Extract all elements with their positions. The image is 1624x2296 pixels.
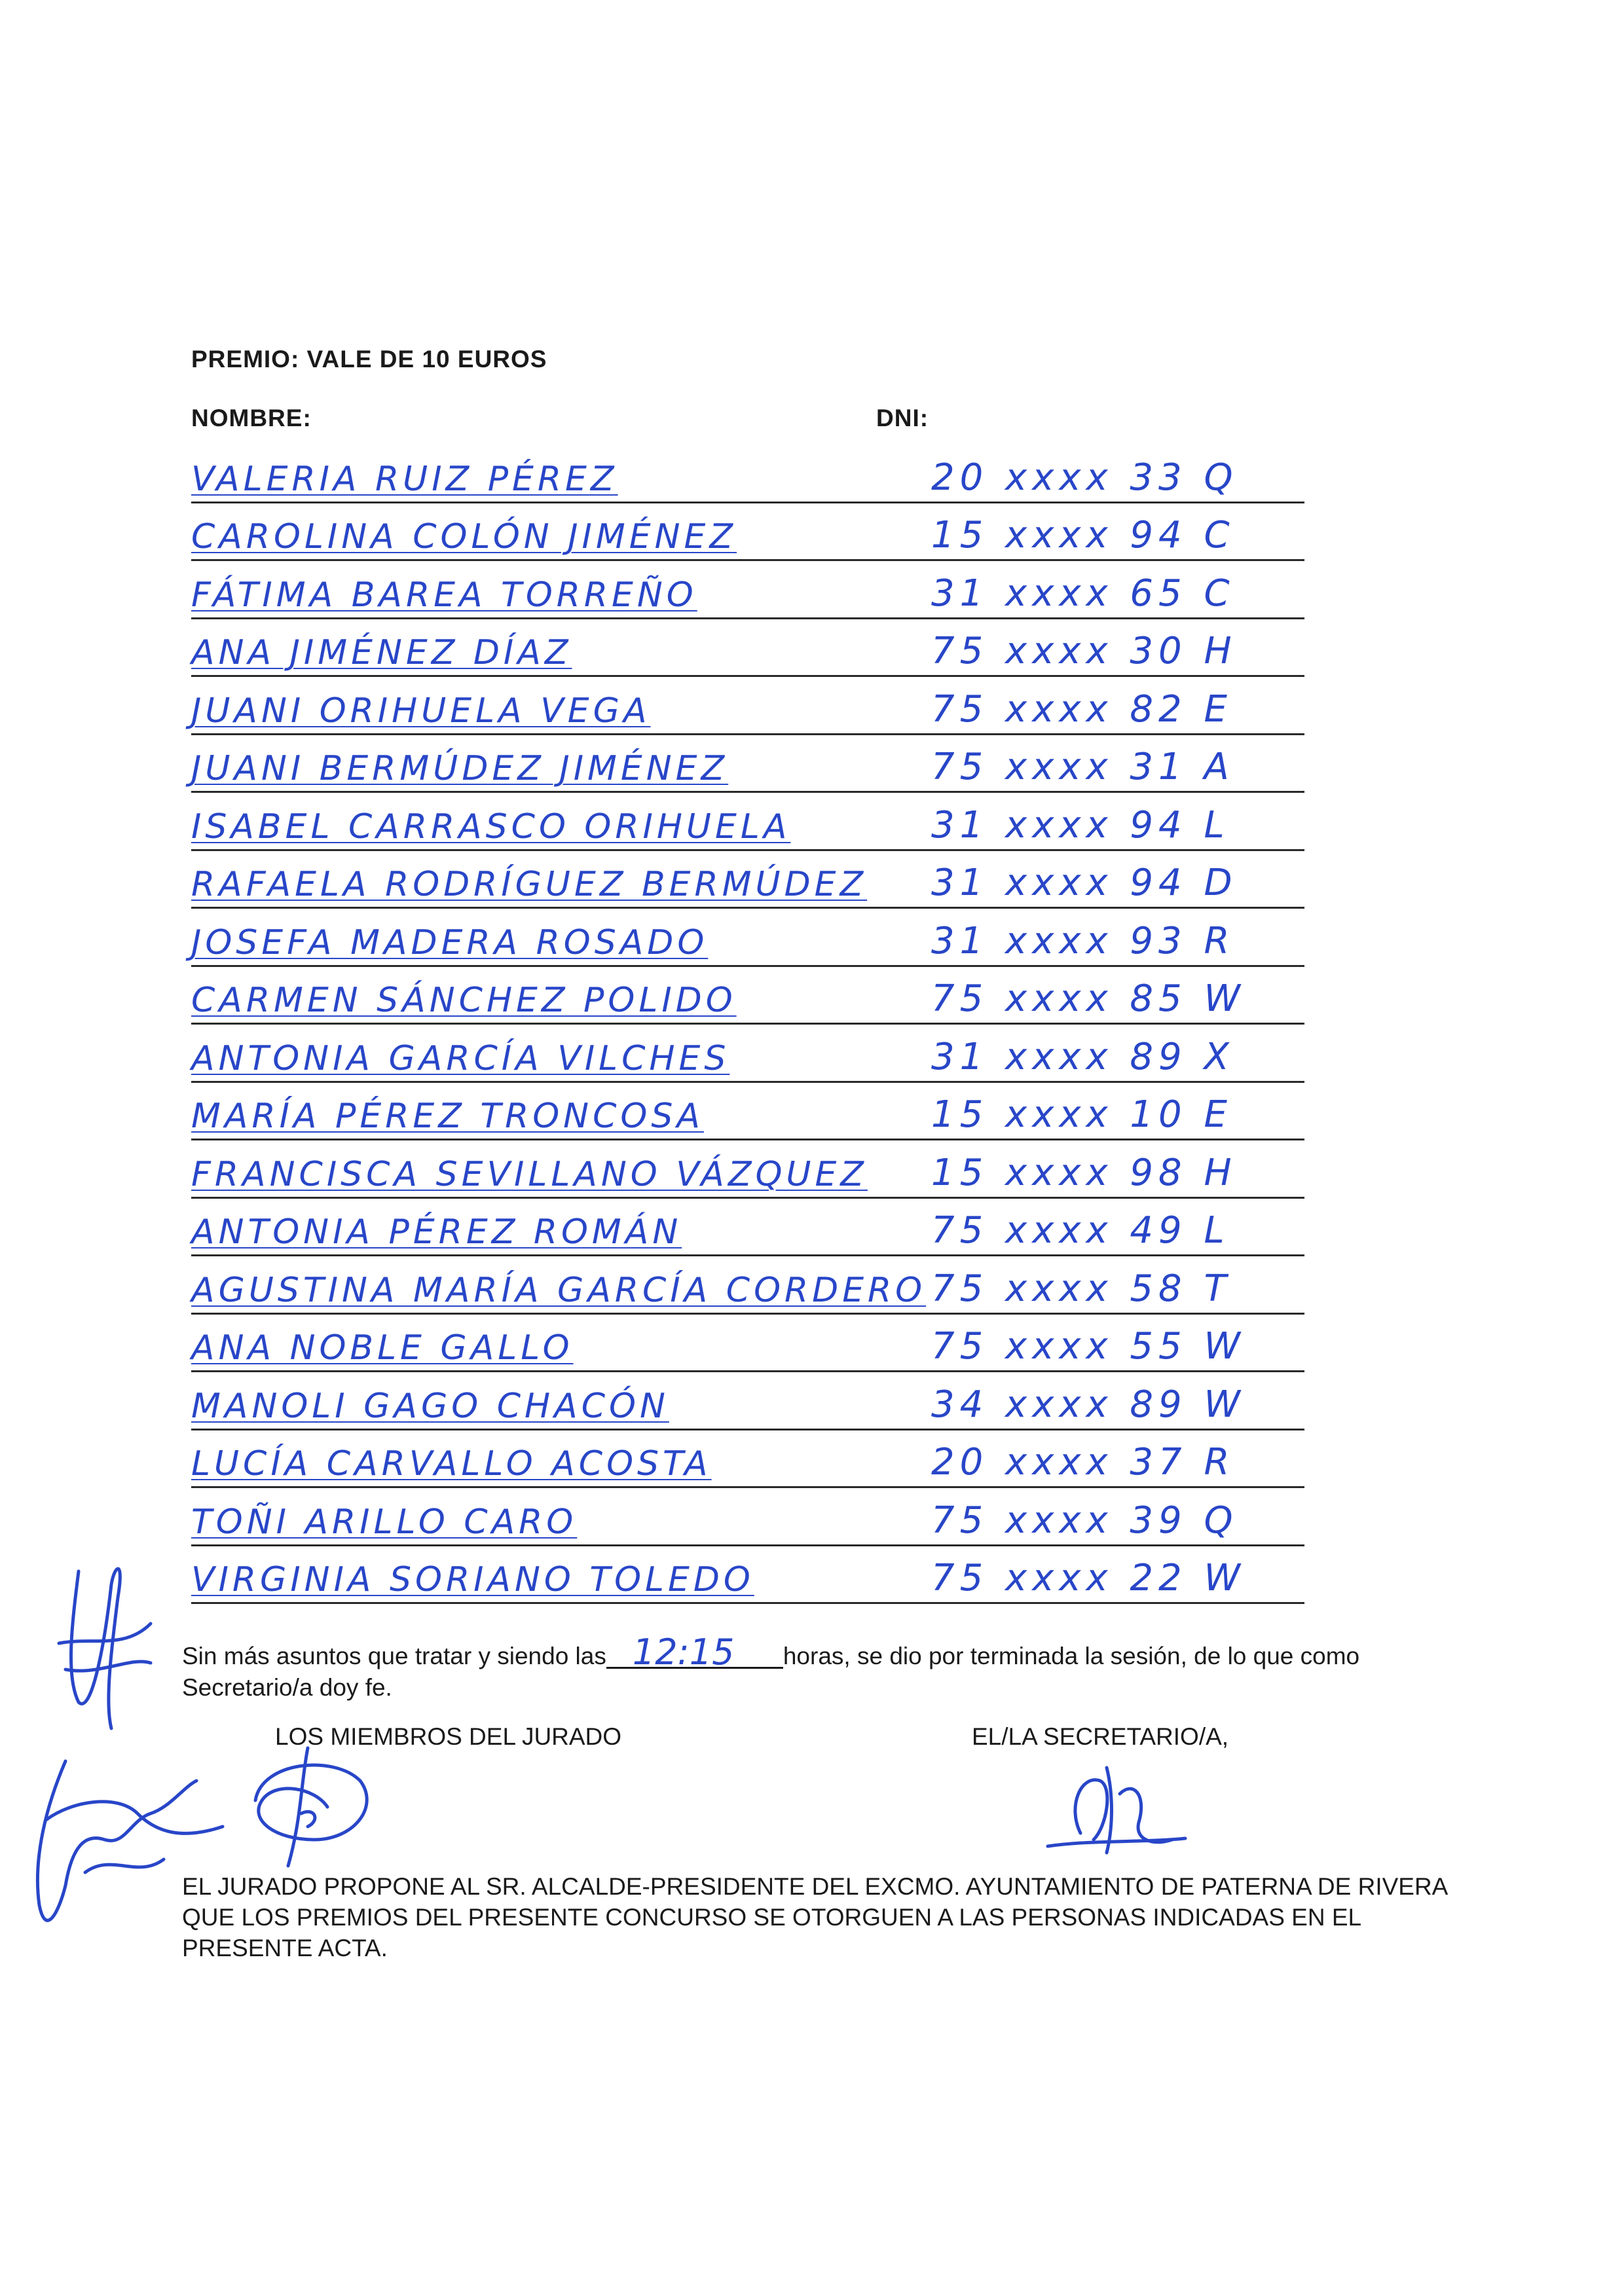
list-item xyxy=(191,1430,1304,1489)
entry-dni: 20 xxxx 37 R xyxy=(931,1441,1235,1484)
list-item xyxy=(191,1140,1304,1199)
entry-name: ANTONIA PÉREZ ROMÁN xyxy=(191,1212,682,1252)
list-item xyxy=(191,793,1304,851)
entry-dni: 31 xxxx 89 X xyxy=(931,1035,1234,1078)
closing-text-start: Sin más asuntos que tratar y siendo las xyxy=(182,1643,606,1669)
entry-dni: 31 xxxx 93 R xyxy=(931,919,1235,962)
closing-time: 12:15 xyxy=(606,1638,783,1669)
closing-statement xyxy=(182,1631,1466,1704)
entry-name: MARÍA PÉREZ TRONCOSA xyxy=(191,1097,704,1136)
jury-label: LOS MIEMBROS DEL JURADO xyxy=(275,1723,622,1750)
entry-dni: 75 xxxx 58 T xyxy=(931,1267,1232,1310)
entry-dni: 75 xxxx 55 W xyxy=(931,1325,1246,1368)
entry-name: VIRGINIA SORIANO TOLEDO xyxy=(191,1560,754,1599)
dni-column-header: DNI: xyxy=(876,405,929,431)
entry-name: ANA NOBLE GALLO xyxy=(191,1328,574,1368)
entry-dni: 15 xxxx 94 C xyxy=(931,514,1235,556)
jury-signature-1 xyxy=(52,1545,157,1741)
prize-title: PREMIO: VALE DE 10 EUROS xyxy=(191,346,547,373)
list-item xyxy=(191,1372,1304,1430)
list-item xyxy=(191,503,1304,562)
entry-name: TOÑI ARILLO CARO xyxy=(191,1502,578,1542)
list-item xyxy=(191,909,1304,967)
entry-dni: 15 xxxx 98 H xyxy=(931,1151,1237,1194)
entry-name: ANTONIA GARCÍA VILCHES xyxy=(191,1038,730,1078)
list-item xyxy=(191,1546,1304,1605)
entry-dni: 20 xxxx 33 Q xyxy=(931,456,1238,499)
list-item xyxy=(191,1315,1304,1373)
entry-name: ANA JIMÉNEZ DÍAZ xyxy=(191,633,572,672)
entry-dni: 75 xxxx 82 E xyxy=(931,687,1232,731)
entry-name: LUCÍA CARVALLO ACOSTA xyxy=(191,1444,712,1484)
name-column-header: NOMBRE: xyxy=(191,405,312,431)
entry-dni: 34 xxxx 89 W xyxy=(931,1383,1246,1426)
list-item xyxy=(191,1488,1304,1546)
closing-text-end: horas, se dio por terminada la sesión, de lo que como Secretario/a doy fe. xyxy=(182,1643,1360,1701)
list-item xyxy=(191,1083,1304,1141)
entry-name: VALERIA RUIZ PÉREZ xyxy=(191,459,618,499)
entry-name: FÁTIMA BAREA TORREÑO xyxy=(191,575,697,615)
entry-dni: 75 xxxx 22 W xyxy=(931,1557,1246,1599)
entry-dni: 31 xxxx 65 C xyxy=(931,572,1235,615)
list-item xyxy=(191,1199,1304,1257)
entry-dni: 75 xxxx 85 W xyxy=(931,977,1246,1020)
entry-name: MANOLI GAGO CHACÓN xyxy=(191,1386,669,1426)
entry-dni: 75 xxxx 31 A xyxy=(931,746,1234,788)
entry-dni: 75 xxxx 49 L xyxy=(931,1209,1230,1252)
jury-proposal: EL JURADO PROPONE AL SR. ALCALDE-PRESIDENTE DEL EXCMO. AYUNTAMIENTO DE PATERNA DE RIVERA QUE LOS PREMIOS DEL PRESENTE CONCURSO SE OTORGUEN A LAS PERSONAS INDICADAS EN EL PRESENTE ACTA. xyxy=(182,1873,1447,1961)
entry-name: ISABEL CARRASCO ORIHUELA xyxy=(191,807,791,847)
list-item xyxy=(191,851,1304,909)
list-item xyxy=(191,619,1304,678)
entry-dni: 75 xxxx 39 Q xyxy=(931,1499,1238,1542)
secretary-label: EL/LA SECRETARIO/A, xyxy=(972,1723,1229,1750)
entry-dni: 31 xxxx 94 L xyxy=(931,803,1230,847)
entry-name: JUANI ORIHUELA VEGA xyxy=(191,691,651,731)
list-item xyxy=(191,1025,1304,1083)
entry-name: RAFAELA RODRÍGUEZ BERMÚDEZ xyxy=(191,865,868,904)
entry-name: JUANI BERMÚDEZ JIMÉNEZ xyxy=(191,749,729,788)
entry-name: CARMEN SÁNCHEZ POLIDO xyxy=(191,981,737,1020)
secretary-signature xyxy=(1041,1755,1192,1866)
entry-name: CAROLINA COLÓN JIMÉNEZ xyxy=(191,517,737,556)
entry-name: FRANCISCA SEVILLANO VÁZQUEZ xyxy=(191,1154,868,1194)
jury-signature-3 xyxy=(236,1741,393,1872)
entry-dni: 15 xxxx 10 E xyxy=(931,1093,1232,1136)
entry-name: JOSEFA MADERA ROSADO xyxy=(191,922,709,962)
winners-list xyxy=(191,445,1304,1604)
entry-dni: 31 xxxx 94 D xyxy=(931,862,1238,904)
entry-dni: 75 xxxx 30 H xyxy=(931,630,1237,672)
list-item xyxy=(191,735,1304,793)
list-item xyxy=(191,1256,1304,1315)
list-item xyxy=(191,561,1304,619)
list-item xyxy=(191,445,1304,503)
list-item xyxy=(191,677,1304,735)
list-item xyxy=(191,967,1304,1025)
entry-name: AGUSTINA MARÍA GARCÍA CORDERO xyxy=(191,1270,927,1310)
